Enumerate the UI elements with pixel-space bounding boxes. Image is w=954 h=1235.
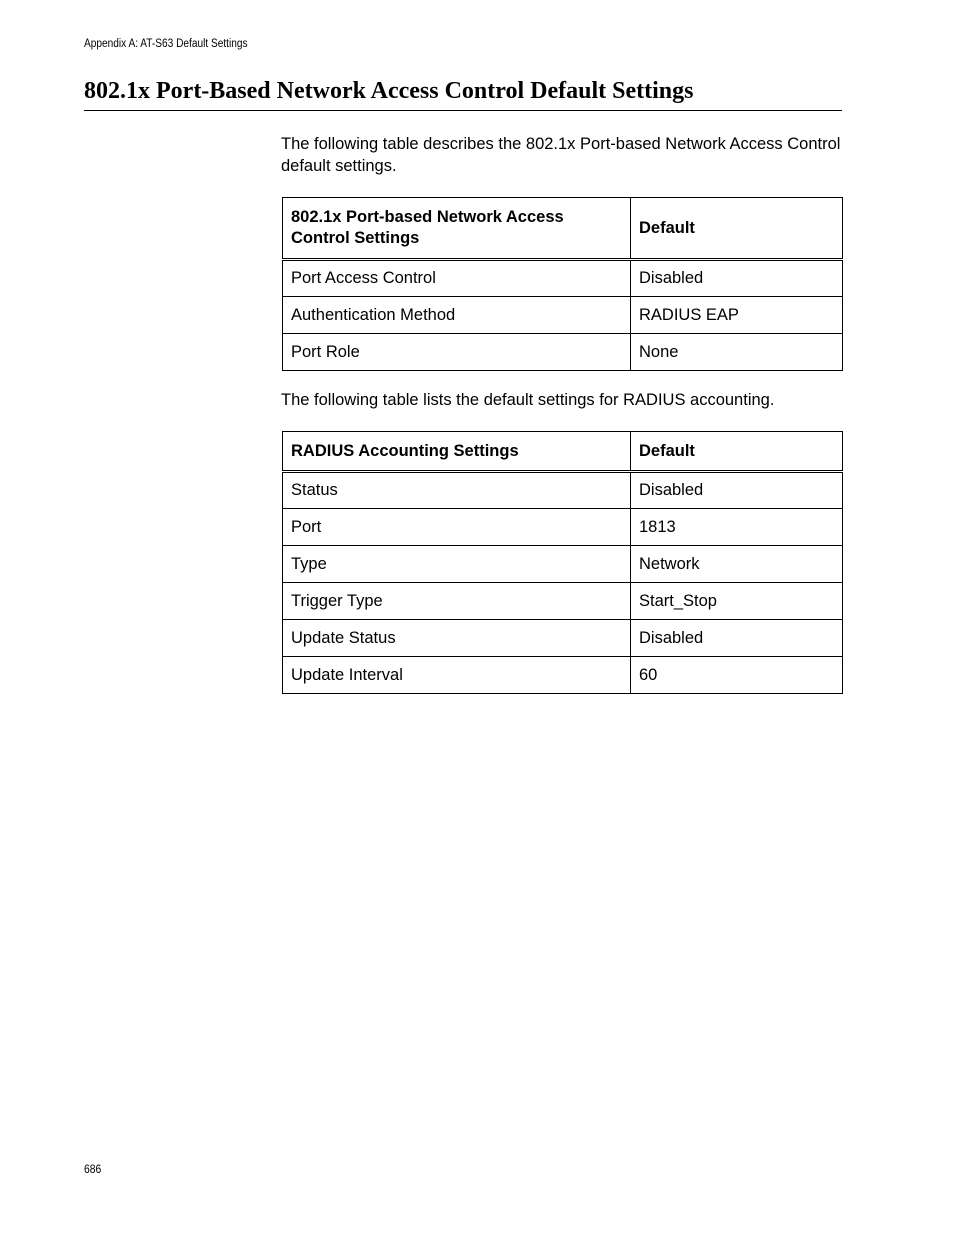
- default-cell: Disabled: [631, 472, 843, 509]
- setting-cell: Port Role: [283, 334, 631, 371]
- default-cell: Start_Stop: [631, 583, 843, 620]
- setting-cell: Update Status: [283, 620, 631, 657]
- setting-cell: Port: [283, 509, 631, 546]
- page-number: 686: [84, 1164, 102, 1176]
- default-cell: 60: [631, 657, 843, 694]
- table-row: [283, 297, 843, 334]
- intro-pnac-paragraph: The following table describes the 802.1x Port-based Network Access Control default settings.: [281, 135, 841, 175]
- default-cell: Network: [631, 546, 843, 583]
- table-row: [283, 657, 843, 694]
- setting-cell: Type: [283, 546, 631, 583]
- default-cell: RADIUS EAP: [631, 297, 843, 334]
- table-row: [283, 620, 843, 657]
- table-row: [283, 334, 843, 371]
- table-row: [283, 260, 843, 297]
- table-header-row: [283, 198, 843, 260]
- column-header-setting: 802.1x Port-based Network Access Control Settings: [283, 198, 631, 260]
- pnac-settings-table: [282, 197, 843, 371]
- setting-cell: Status: [283, 472, 631, 509]
- running-header: Appendix A: AT-S63 Default Settings: [84, 38, 248, 50]
- setting-cell: Authentication Method: [283, 297, 631, 334]
- default-cell: None: [631, 334, 843, 371]
- title-rule: [84, 110, 842, 111]
- radius-accounting-table: [282, 431, 843, 694]
- column-header-setting: RADIUS Accounting Settings: [283, 432, 631, 472]
- default-cell: Disabled: [631, 260, 843, 297]
- setting-cell: Port Access Control: [283, 260, 631, 297]
- column-header-default: Default: [631, 198, 843, 260]
- intro-radius-paragraph: The following table lists the default settings for RADIUS accounting.: [281, 391, 775, 409]
- table-row: [283, 472, 843, 509]
- table-row: [283, 583, 843, 620]
- table-row: [283, 546, 843, 583]
- table-header-row: [283, 432, 843, 472]
- column-header-default: Default: [631, 432, 843, 472]
- setting-cell: Update Interval: [283, 657, 631, 694]
- default-cell: 1813: [631, 509, 843, 546]
- section-title: 802.1x Port-Based Network Access Control Default Settings: [84, 78, 694, 104]
- table-row: [283, 509, 843, 546]
- default-cell: Disabled: [631, 620, 843, 657]
- setting-cell: Trigger Type: [283, 583, 631, 620]
